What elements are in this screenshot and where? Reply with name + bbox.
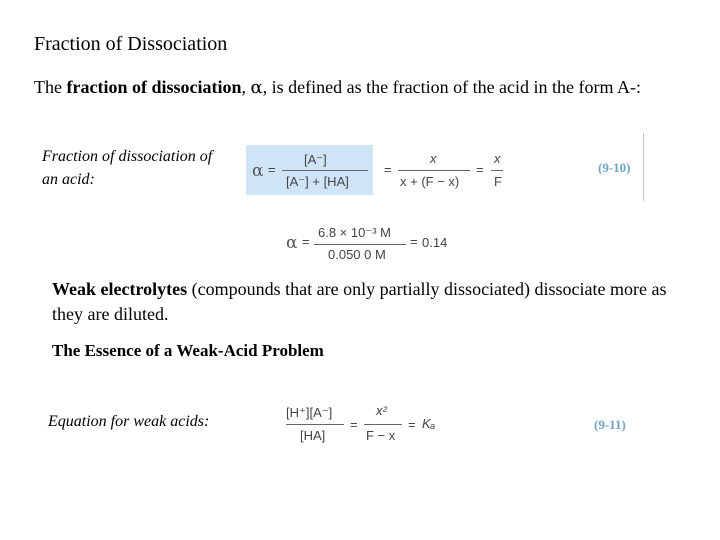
denominator-1: [A⁻] + [HA] — [286, 174, 349, 189]
eq911-result: Kₐ — [422, 416, 436, 431]
alpha-symbol: α — [252, 161, 264, 181]
eq911-fraction-bar-2 — [364, 424, 402, 425]
equals-sign-3: = — [476, 162, 484, 177]
weak-electrolytes-paragraph — [52, 277, 692, 327]
intro-term: fraction of dissociation — [66, 77, 242, 97]
intro-suffix: , is defined as the fraction of the acid in the form A-: — [262, 77, 642, 97]
intro-middle: , — [241, 77, 251, 97]
eq911-equals-2: = — [408, 417, 416, 432]
intro-prefix: The — [34, 77, 67, 97]
page-title: Fraction of Dissociation — [34, 33, 228, 55]
intro-paragraph — [34, 75, 694, 100]
equation-number-9-11: (9-11) — [594, 417, 626, 432]
eq911-numerator-2: x² — [376, 403, 387, 418]
weak-electrolytes-term: Weak electrolytes — [52, 279, 188, 299]
alpha-symbol-calc: α — [286, 233, 298, 253]
fraction-bar-2 — [398, 170, 470, 171]
equation-9-10 — [246, 133, 646, 201]
equals-sign-calc-2: = — [410, 234, 418, 249]
calc-denominator: 0.050 0 M — [328, 247, 386, 262]
calc-fraction-bar — [314, 244, 406, 245]
equation-9-11 — [286, 398, 636, 448]
equation-number-9-10: (9-10) — [598, 160, 631, 175]
essence-heading: The Essence of a Weak-Acid Problem — [52, 341, 324, 360]
denominator-2: x + (F − x) — [400, 174, 460, 189]
eq911-equals-1: = — [350, 417, 358, 432]
intro-symbol: α — [250, 77, 263, 98]
fraction-bar-1 — [282, 170, 368, 171]
eq911-fraction-bar-1 — [286, 424, 344, 425]
equation-edge — [643, 133, 644, 201]
denominator-3: F — [494, 174, 502, 189]
numerator-2: x — [430, 151, 437, 166]
fraction-bar-3 — [491, 170, 503, 171]
calc-result: 0.14 — [422, 235, 448, 250]
weak-electrolytes-rest: (compounds that are only partially dissociated) dissociate more as they are diluted. — [52, 279, 667, 324]
eq911-denominator-2: F − x — [366, 428, 396, 443]
calc-numerator: 6.8 × 10⁻³ M — [318, 225, 391, 240]
weak-acid-label: Equation for weak acids: — [48, 413, 210, 430]
eq911-numerator-1: [H⁺][A⁻] — [286, 405, 333, 420]
equals-sign-1: = — [268, 162, 276, 177]
numerator-1: [A⁻] — [304, 152, 327, 167]
eq911-denominator-1: [HA] — [300, 428, 326, 443]
equation-alpha-calculation — [286, 223, 466, 265]
equals-sign-calc-1: = — [302, 234, 310, 249]
numerator-3: x — [494, 151, 501, 166]
equals-sign-2: = — [384, 162, 392, 177]
fraction-label: Fraction of dissociation of an acid: — [42, 148, 213, 188]
